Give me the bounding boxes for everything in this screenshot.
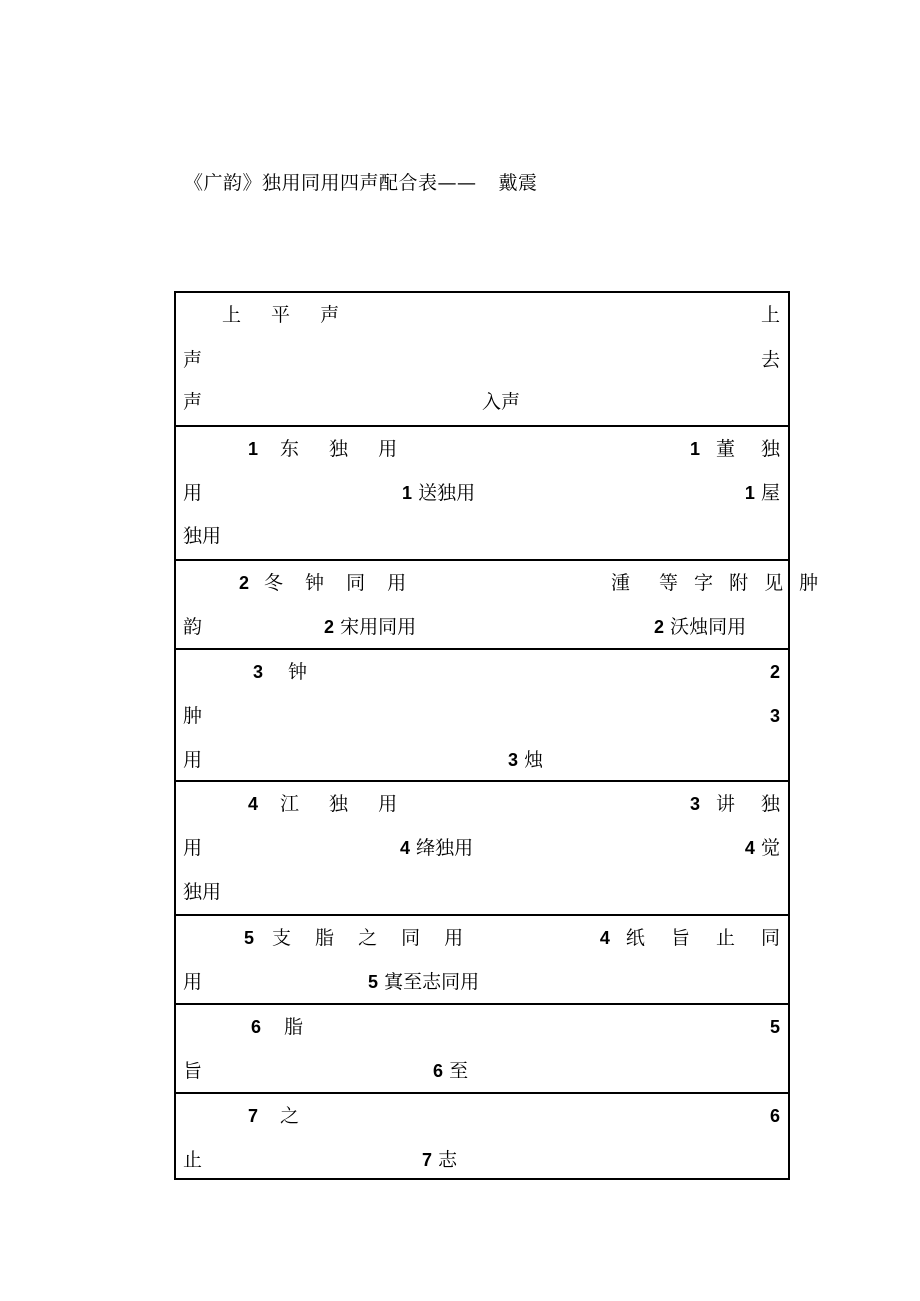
ping-num: 1 xyxy=(248,439,259,459)
shang-rhyme xyxy=(599,926,790,950)
rhyme-table xyxy=(174,291,824,1180)
qu-num: 3 xyxy=(769,706,780,726)
qu-rhyme xyxy=(368,970,479,994)
wrap-text-2: 独用 xyxy=(183,525,222,547)
ru-rhyme xyxy=(745,836,780,860)
table-row xyxy=(176,427,788,561)
ru-num: 4 xyxy=(744,838,755,858)
qu-text: 至 xyxy=(449,1060,469,1082)
wrap-text-2: 用 xyxy=(183,749,203,771)
qu-rhyme xyxy=(324,615,416,639)
header-shang-2: 声 xyxy=(183,349,203,371)
ping-rhyme: 江 独 用 xyxy=(280,793,410,815)
header-qu-1: 去 xyxy=(760,349,780,371)
header-ping: 上 平 声 xyxy=(222,304,352,326)
header-qu-2: 声 xyxy=(183,391,203,413)
ru-text: 烛 xyxy=(524,749,544,771)
wrap-text-2: 独用 xyxy=(183,881,222,903)
title-author: 戴震 xyxy=(498,172,538,194)
ping-num: 6 xyxy=(251,1017,262,1037)
ping-rhyme: 冬 钟 同 用 xyxy=(264,572,415,594)
qu-text: 志 xyxy=(438,1149,458,1171)
ping-num: 5 xyxy=(244,928,255,948)
table-row xyxy=(176,1005,788,1094)
ping-num: 2 xyxy=(239,573,250,593)
table-row xyxy=(176,650,788,782)
qu-text: 送独用 xyxy=(418,482,476,504)
ping-rhyme: 支 脂 之 同 用 xyxy=(272,927,473,949)
shang-rhyme: 湩 等 字 附 见 肿 xyxy=(611,572,824,594)
table-row xyxy=(176,561,824,650)
document-title xyxy=(184,168,538,195)
ru-text: 沃烛同用 xyxy=(670,616,747,638)
ping-rhyme: 东 独 用 xyxy=(280,438,410,460)
shang-num: 2 xyxy=(769,662,780,682)
table-row xyxy=(176,782,788,916)
qu-text: 寘至志同用 xyxy=(384,971,480,993)
ru-text: 觉 xyxy=(760,837,780,859)
header-shang-1: 上 xyxy=(760,304,780,326)
ru-rhyme xyxy=(508,748,543,772)
qu-num: 1 xyxy=(402,483,413,503)
ru-num: 2 xyxy=(654,617,665,637)
shang-num: 1 xyxy=(689,439,700,459)
wrap-text: 旨 xyxy=(183,1060,203,1082)
ping-rhyme: 钟 xyxy=(288,661,308,683)
ru-rhyme xyxy=(745,481,780,505)
shang-num: 4 xyxy=(599,928,610,948)
ru-text: 屋 xyxy=(760,482,780,504)
qu-num: 7 xyxy=(422,1150,433,1170)
title-text: 《广韵》独用同用四声配合表—— xyxy=(184,172,477,194)
qu-rhyme xyxy=(402,481,475,505)
ping-num: 3 xyxy=(253,662,264,682)
qu-text: 宋用同用 xyxy=(340,616,417,638)
qu-rhyme xyxy=(433,1059,468,1083)
ru-num: 3 xyxy=(508,750,519,770)
ru-num: 1 xyxy=(744,483,755,503)
wrap-text: 止 xyxy=(183,1149,203,1171)
header-row xyxy=(176,293,788,427)
shang-rhyme xyxy=(689,437,790,461)
shang-text: 董 独 xyxy=(715,438,790,460)
ping-num: 7 xyxy=(248,1106,259,1126)
shang-text: 纸 旨 止 同 xyxy=(625,927,790,949)
shang-num: 3 xyxy=(689,794,700,814)
qu-text: 绛独用 xyxy=(416,837,474,859)
ping-rhyme: 之 xyxy=(280,1105,300,1127)
wrap-text: 用 xyxy=(183,971,203,993)
qu-num: 2 xyxy=(324,617,335,637)
table-row xyxy=(176,916,788,1005)
qu-rhyme xyxy=(400,836,473,860)
wrap-text: 用 xyxy=(183,837,203,859)
ping-num: 4 xyxy=(248,794,259,814)
qu-rhyme xyxy=(422,1148,457,1172)
shang-num: 5 xyxy=(769,1017,780,1037)
wrap-text: 韵 xyxy=(183,616,203,638)
ru-rhyme xyxy=(654,615,746,639)
qu-num: 6 xyxy=(433,1061,444,1081)
wrap-text: 肿 xyxy=(183,705,203,727)
shang-text: 讲 独 xyxy=(715,793,790,815)
ping-rhyme: 脂 xyxy=(284,1016,304,1038)
shang-num: 6 xyxy=(769,1106,780,1126)
wrap-text: 用 xyxy=(183,482,203,504)
qu-num: 5 xyxy=(368,972,379,992)
table-row xyxy=(176,1094,788,1180)
header-ru: 入声 xyxy=(482,391,521,413)
shang-rhyme xyxy=(689,792,790,816)
qu-num: 4 xyxy=(400,838,411,858)
